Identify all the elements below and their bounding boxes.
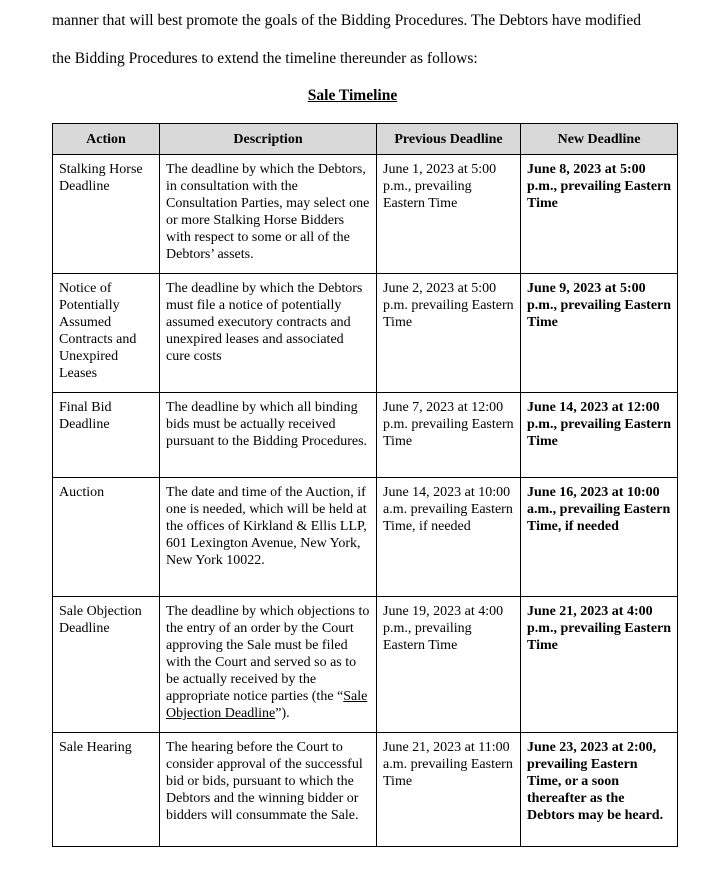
cell-new-deadline: June 8, 2023 at 5:00 p.m., prevailing Eastern Time <box>521 155 678 274</box>
table-row <box>53 155 678 274</box>
cell-action: Sale Hearing <box>53 733 160 847</box>
body-text-line-1: manner that will best promote the goals of the Bidding Procedures. The Debtors have modified <box>52 12 642 29</box>
header-previous-deadline: Previous Deadline <box>377 124 521 155</box>
cell-new-deadline: June 14, 2023 at 12:00 p.m., prevailing Eastern Time <box>521 393 678 478</box>
cell-previous-deadline: June 19, 2023 at 4:00 p.m., prevailing Eastern Time <box>377 597 521 733</box>
cell-action: Stalking Horse Deadline <box>53 155 160 274</box>
cell-previous-deadline: June 7, 2023 at 12:00 p.m. prevailing Eastern Time <box>377 393 521 478</box>
body-text-line-2: the Bidding Procedures to extend the timeline thereunder as follows: <box>52 50 478 67</box>
header-action: Action <box>53 124 160 155</box>
sale-timeline-table <box>52 123 678 847</box>
cell-new-deadline: June 23, 2023 at 2:00, prevailing Eastern Time, or a soon thereafter as the Debtors may be heard. <box>521 733 678 847</box>
cell-action: Notice of Potentially Assumed Contracts and Unexpired Leases <box>53 274 160 393</box>
sale-timeline-title: Sale Timeline <box>307 87 398 104</box>
table-header-row <box>53 124 678 155</box>
description-text: The deadline by which objections to the entry of an order by the Court approving the Sale must be filed with the Court and served so as to be actually received by the appropriate notice parties (the “ <box>166 604 370 704</box>
table-row <box>53 733 678 847</box>
table-row <box>53 274 678 393</box>
cell-new-deadline: June 21, 2023 at 4:00 p.m., prevailing Eastern Time <box>521 597 678 733</box>
table-row <box>53 478 678 597</box>
cell-new-deadline: June 16, 2023 at 10:00 a.m., prevailing Eastern Time, if needed <box>521 478 678 597</box>
header-description: Description <box>160 124 377 155</box>
defined-term: Sale Objection Deadline <box>166 689 368 721</box>
header-new-deadline: New Deadline <box>521 124 678 155</box>
cell-description: The deadline by which the Debtors, in consultation with the Consultation Parties, may select one or more Stalking Horse Bidders with respect to some or all of the Debtors’ assets. <box>160 155 377 274</box>
cell-previous-deadline: June 2, 2023 at 5:00 p.m. prevailing Eastern Time <box>377 274 521 393</box>
cell-action: Sale Objection Deadline <box>53 597 160 733</box>
description-text-end: ”). <box>275 706 290 721</box>
cell-previous-deadline: June 1, 2023 at 5:00 p.m., prevailing Eastern Time <box>377 155 521 274</box>
cell-description: The hearing before the Court to consider approval of the successful bid or bids, pursuant to which the Debtors and the winning bidder or bidders will consummate the Sale. <box>160 733 377 847</box>
cell-description: The deadline by which all binding bids must be actually received pursuant to the Bidding Procedures. <box>160 393 377 478</box>
cell-new-deadline: June 9, 2023 at 5:00 p.m., prevailing Eastern Time <box>521 274 678 393</box>
cell-action: Final Bid Deadline <box>53 393 160 478</box>
cell-previous-deadline: June 21, 2023 at 11:00 a.m. prevailing Eastern Time <box>377 733 521 847</box>
cell-description: The deadline by which the Debtors must file a notice of potentially assumed executory contracts and unexpired leases and associated cure costs <box>160 274 377 393</box>
cell-description <box>160 597 377 733</box>
cell-description: The date and time of the Auction, if one is needed, which will be held at the offices of Kirkland & Ellis LLP, 601 Lexington Avenue, New York, New York 10022. <box>160 478 377 597</box>
cell-previous-deadline: June 14, 2023 at 10:00 a.m. prevailing Eastern Time, if needed <box>377 478 521 597</box>
table-row <box>53 597 678 733</box>
table-row <box>53 393 678 478</box>
cell-action: Auction <box>53 478 160 597</box>
